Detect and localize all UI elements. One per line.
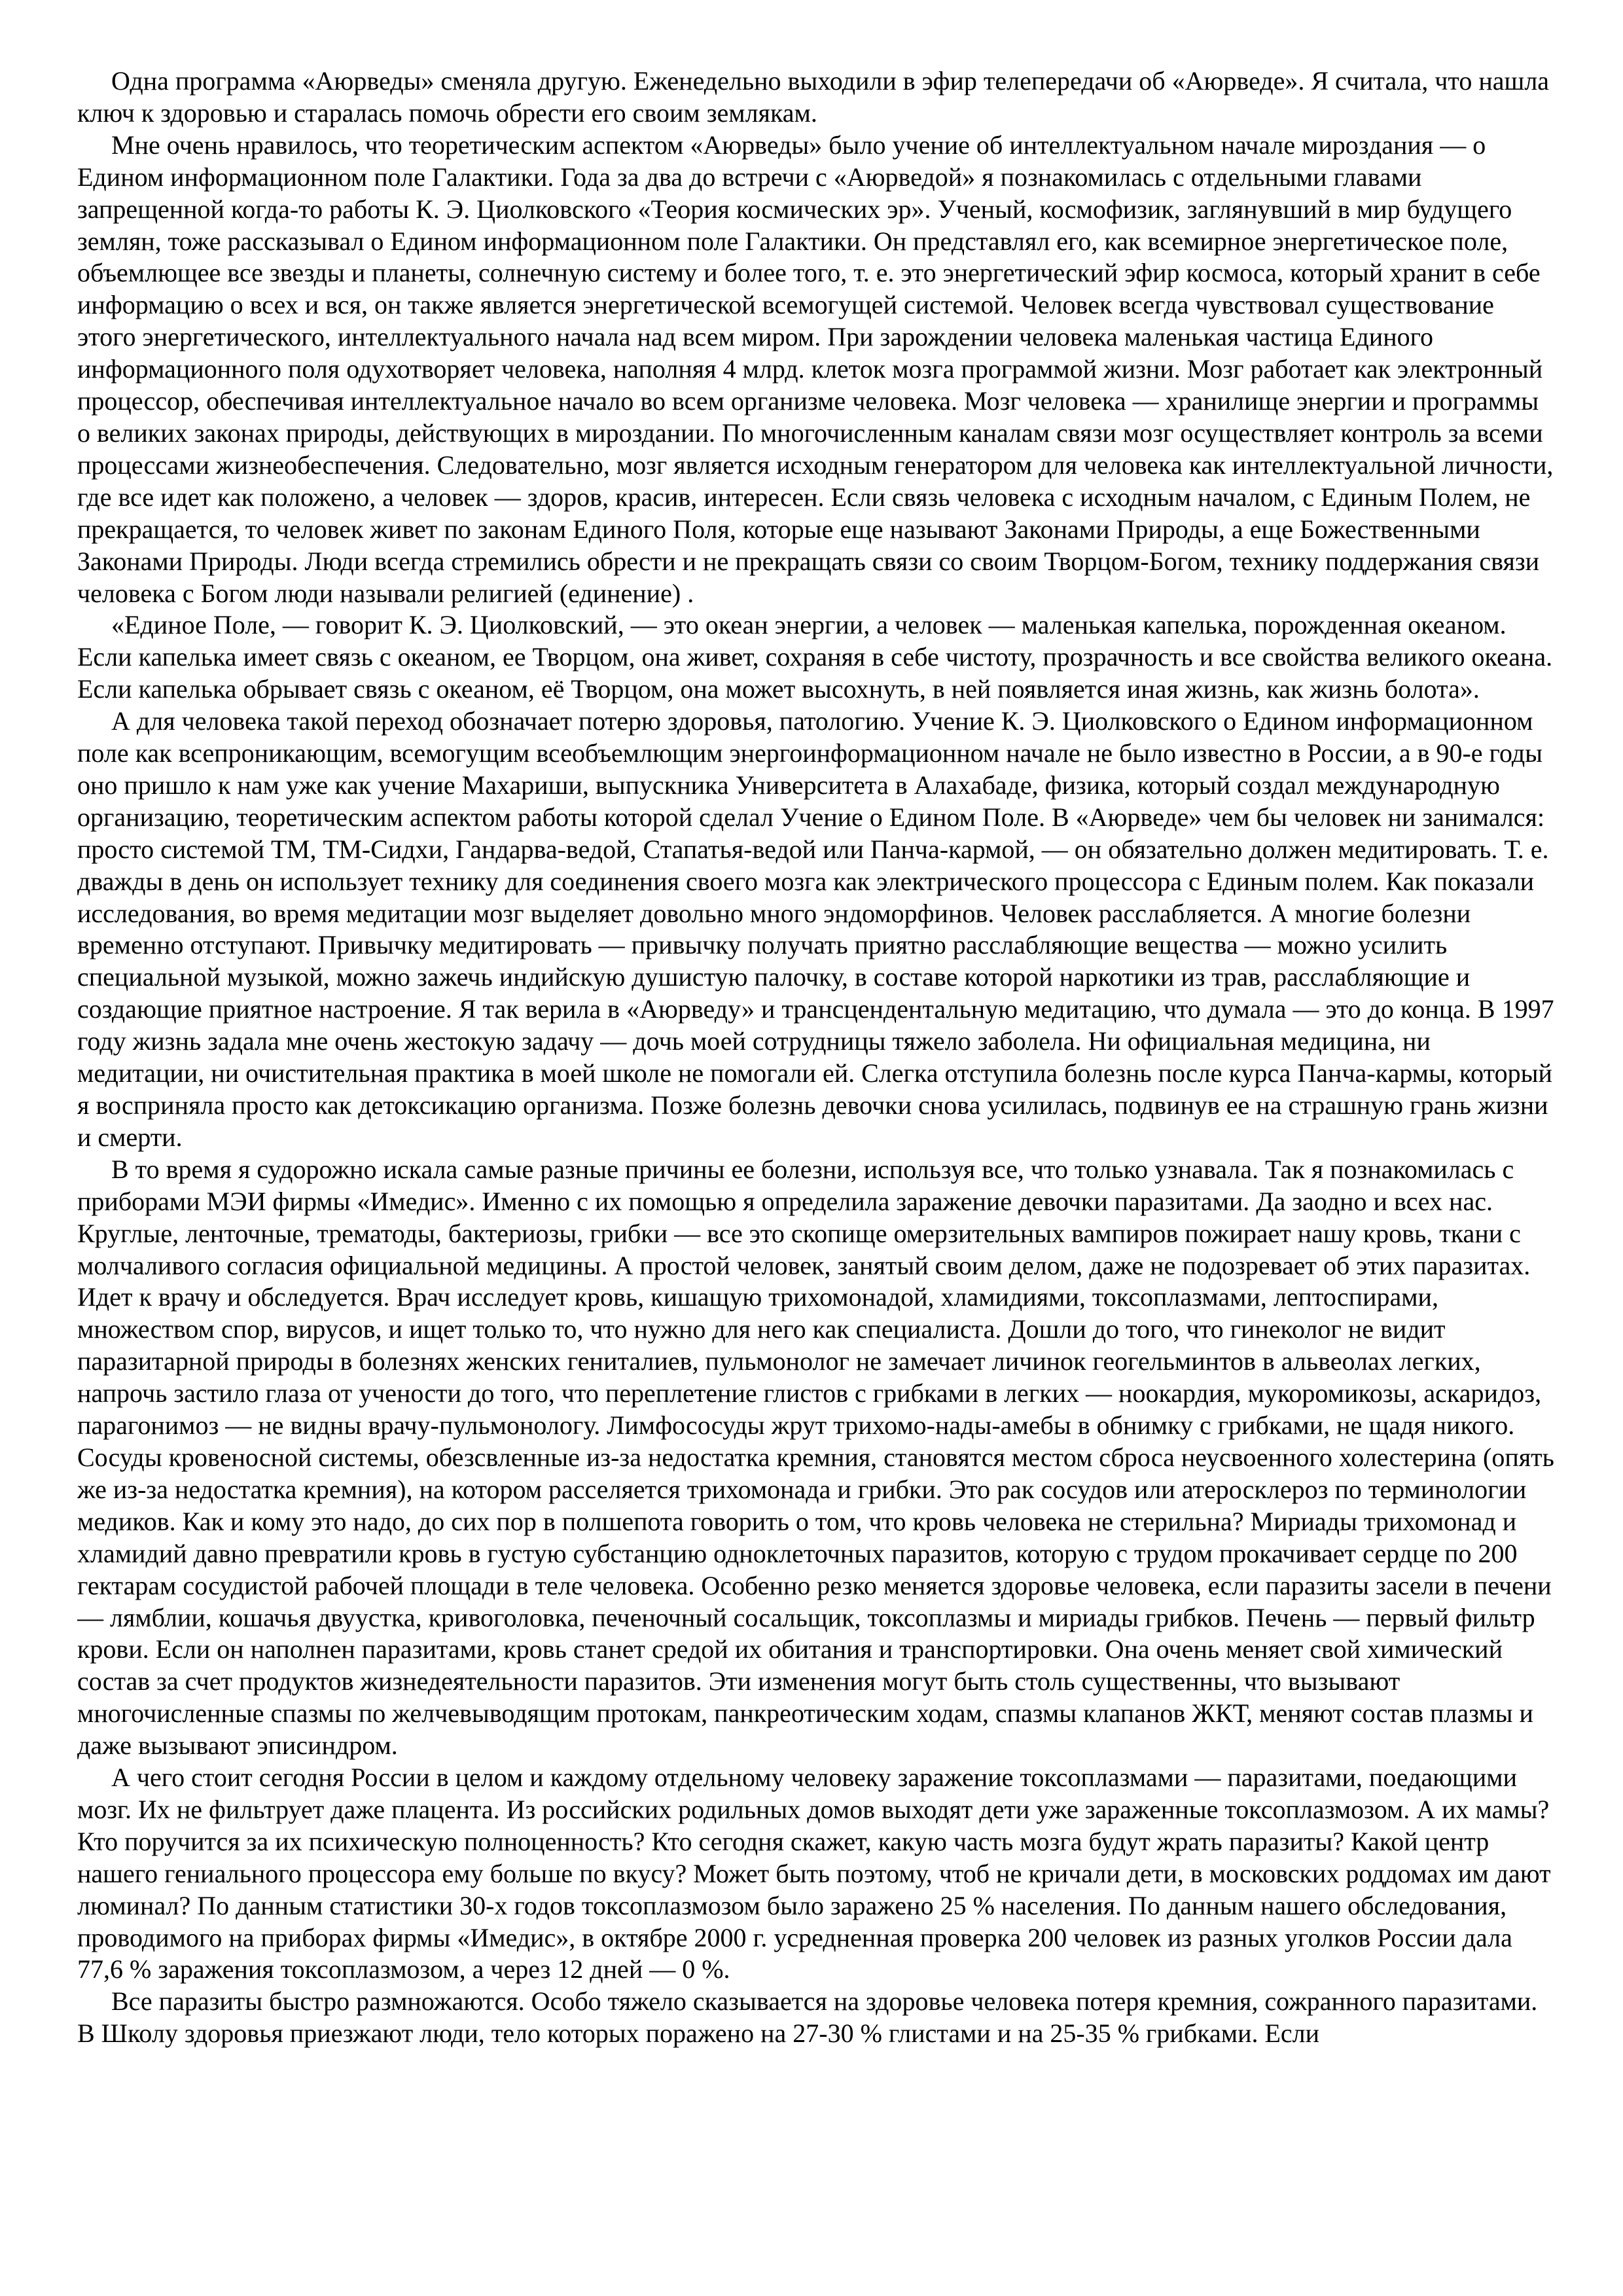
paragraph-1: Одна программа «Аюрведы» сменяла другую. Еженедельно выходили в эфир телепередачи об «Аюрведе». Я считала, что нашла ключ к здоровью и старалась помочь обрести его своим землякам. — [77, 66, 1550, 128]
paragraph-6: А чего стоит сегодня России в целом и каждому отдельному человеку заражение токсоплазмами — паразитами, поедающими мозг. Их не фильтрует даже плацента. Из российских родильных домов выходят дети уже зараженные токсоплазмозом. А их мамы? Кто поручится за их психическую полноценность? Кто сегодня скажет, какую часть мозга будут жрать паразиты? Какой центр нашего гениального процессора ему больше по вкусу? Может быть поэтому, чтоб не кричали дети, в московских роддомах им дают люминал? По данным статистики 30-х годов токсоплазмозом было заражено 25 % населения. По данным нашего обследования, проводимого на приборах фирмы «Имедис», в октябре 2000 г. усредненная проверка 200 человек из разных уголков России дала 77,6 % заражения токсоплазмозом, а через 12 дней — 0 %. — [77, 1763, 1551, 1984]
document-page — [77, 65, 1558, 2251]
paragraph-5: В то время я судорожно искала самые разные причины ее болезни, используя все, что только узнавала. Так я познакомилась с приборами МЭИ фирмы «Имедис». Именно с их помощью я определила заражение девочки паразитами. Да заодно и всех нас. Круглые, ленточные, трематоды, бактериозы, грибки — все это скопище омерзительных вампиров пожирает нашу кровь, ткани с молчаливого согласия официальной медицины. А простой человек, занятый своим делом, даже не подозревает об этих паразитах. Идет к врачу и обследуется. Врач исследует кровь, кишащую трихомонадой, хламидиями, токсоплазмами, лептоспирами, множеством спор, вирусов, и ищет только то, что нужно для него как специалиста. Дошли до того, что гинеколог не видит паразитарной природы в болезнях женских гениталиев, пульмонолог не замечает личинок геогельминтов в альвеолах легких, напрочь застило глаза от учености до того, что переплетение глистов с грибками в легких — ноокардия, мукоромикозы, аскаридоз, парагонимоз — не видны врачу-пульмонологу. Лимфососуды жрут трихомо-нады-амебы в обнимку с грибками, не щадя никого. Сосуды кровеносной системы, обезсвленные из-за недостатка кремния, становятся местом сброса неусвоенного холестерина (опять же из-за недостатка кремния), на котором расселяется трихомонада и грибки. Это рак сосудов или атеросклероз по терминологии медиков. Как и кому это надо, до сих пор в полшепота говорить о том, что кровь человека не стерильна? Мириады трихомонад и хламидий давно превратили кровь в густую субстанцию одноклеточных паразитов, которую с трудом прокачивает сердце по 200 гектарам сосудистой рабочей площади в теле человека. Особенно резко меняется здоровье человека, если паразиты засели в печени — лямблии, кошачья двуустка, кривоголовка, печеночный сосальщик, токсоплазмы и мириады грибков. Печень — первый фильтр крови. Если он наполнен паразитами, кровь станет средой их обитания и транспортировки. Она очень меняет свой химический состав за счет продуктов жизнедеятельности паразитов. Эти изменения могут быть столь существенны, что вызывают многочисленные спазмы по желчевыводящим протокам, панкреотическим ходам, спазмы клапанов ЖКТ, меняют состав плазмы и даже вызывают эписиндром. — [77, 1154, 1554, 1761]
paragraph-3: «Единое Поле, — говорит К. Э. Циолковский, — это океан энергии, а человек — маленькая капелька, порожденная океаном. Если капелька имеет связь с океаном, ее Творцом, она живет, сохраняя в себе чистоту, прозрачность и все свойства великого океана. Если капелька обрывает связь с океаном, её Творцом, она может высохнуть, в ней появляется иная жизнь, как жизнь болота». — [77, 610, 1553, 704]
paragraph-7: Все паразиты быстро размножаются. Особо тяжело сказывается на здоровье человека потеря кремния, сожранного паразитами. В Школу здоровья приезжают люди, тело которых поражено на 27-30 % глистами и на 25-35 % грибками. Если — [77, 1986, 1538, 2049]
paragraph-4: А для человека такой переход обозначает потерю здоровья, патологию. Учение К. Э. Циолковского о Едином информационном поле как всепроникающим, всемогущим всеобъемлющим энергоинформационном начале не было известно в России, а в 90-е годы оно пришло к нам уже как учение Махариши, выпускника Университета в Алахабаде, физика, который создал международную организацию, теоретическим аспектом работы которой сделал Учение о Едином Поле. В «Аюрведе» чем бы человек ни занимался: просто системой ТМ, ТМ-Сидхи, Гандарва-ведой, Стапатья-ведой или Панча-кармой, — он обязательно должен медитировать. Т. е. дважды в день он использует технику для соединения своего мозга как электрического процессора с Единым полем. Как показали исследования, во время медитации мозг выделяет довольно много эндоморфинов. Человек расслабляется. А многие болезни временно отступают. Привычку медитировать — привычку получать приятно расслабляющие вещества — можно усилить специальной музыкой, можно зажечь индийскую душистую палочку, в составе которой наркотики из трав, расслабляющие и создающие приятное настроение. Я так верила в «Аюрведу» и трансцендентальную медитацию, что думала — это до конца. В 1997 году жизнь задала мне очень жестокую задачу — дочь моей сотрудницы тяжело заболела. Ни официальная медицина, ни медитации, ни очистительная практика в моей школе не помогали ей. Слегка отступила болезнь после курса Панча-кармы, который я восприняла просто как детоксикацию организма. Позже болезнь девочки снова усилилась, подвинув ее на страшную грань жизни и смерти. — [77, 706, 1554, 1152]
paragraph-2: Мне очень нравилось, что теоретическим аспектом «Аюрведы» было учение об интеллектуальном начале мироздания — о Едином информационном поле Галактики. Года за два до встречи с «Аюрведой» я познакомилась с отдельными главами запрещенной когда-то работы К. Э. Циолковского «Теория космических эр». Ученый, космофизик, заглянувший в мир будущего землян, тоже рассказывал о Едином информационном поле Галактики. Он представлял его, как всемирное энергетическое поле, объемлющее все звезды и планеты, солнечную систему и более того, т. е. это энергетический эфир космоса, который хранит в себе информацию о всех и вся, он также является энергетической всемогущей системой. Человек всегда чувствовал существование этого энергетического, интеллектуального начала над всем миром. При зарождении человека маленькая частица Единого информационного поля одухотворяет человека, наполняя 4 млрд. клеток мозга программой жизни. Мозг работает как электронный процессор, обеспечивая интеллектуальное начало во всем организме человека. Мозг человека — хранилище энергии и программы о великих законах природы, действующих в мироздании. По многочисленным каналам связи мозг осуществляет контроль за всеми процессами жизнеобеспечения. Следовательно, мозг является исходным генератором для человека как интеллектуальной личности, где все идет как положено, а человек — здоров, красив, интересен. Если связь человека с исходным началом, с Единым Полем, не прекращается, то человек живет по законам Единого Поля, которые еще называют Законами Природы, а еще Божественными Законами Природы. Люди всегда стремились обрести и не прекращать связи со своим Творцом-Богом, технику поддержания связи человека с Богом люди называли религией (единение) . — [77, 130, 1554, 608]
